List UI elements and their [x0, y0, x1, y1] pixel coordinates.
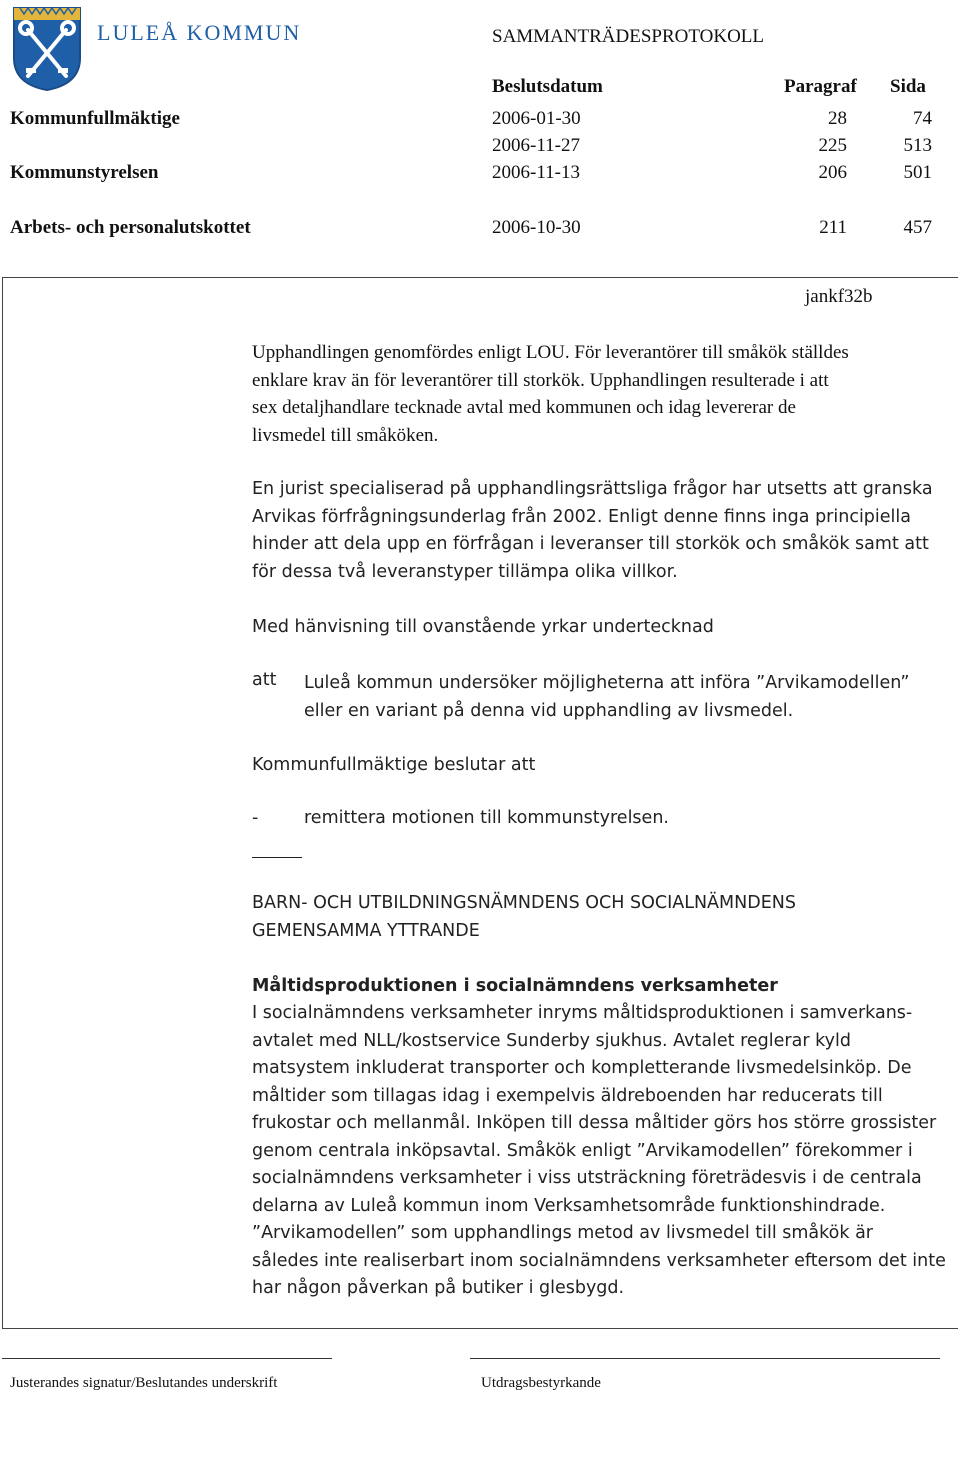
extract-label: Utdragsbestyrkande [481, 1375, 601, 1391]
text-line: för dessa två leveranstyper tillämpa olika villkor. [252, 561, 678, 582]
text-line: sex detaljhandlare tecknade avtal med kommunen och idag levererar de [252, 397, 796, 418]
paragraph-1 [252, 339, 952, 449]
row-page: 457 [903, 217, 932, 238]
text-line: ”Arvikamodellen” som upphandlings metod av livsmedel till småkök är [252, 1223, 873, 1243]
text-line: I socialnämndens verksamheter inryms måltidsproduktionen i samverkans- [252, 1003, 913, 1023]
subheading: Måltidsproduktionen i socialnämndens verksamheter [252, 976, 778, 996]
paragraph-2 [252, 476, 952, 586]
text-line: socialnämndens verksamheter i viss utsträckning företrädesvis i de centrala [252, 1168, 922, 1188]
text-line: enklare krav än för leverantörer till storkök. Upphandlingen resulterade i att [252, 369, 829, 391]
separator-line [252, 857, 302, 858]
text-line: måltider som tillagas idag i exempelvis äldreboenden har reducerats till [252, 1085, 883, 1106]
frame-bottom-border [2, 1328, 958, 1329]
text-line: delarna av Luleå kommun inom Verksamhetsområde funktionshindrade. [252, 1195, 886, 1216]
text-line: livsmedel till småköken. [252, 424, 439, 446]
decision-item: remittera motionen till kommunstyrelsen. [304, 808, 669, 828]
signature-label: Justerandes signatur/Beslutandes underskrift [10, 1375, 278, 1391]
text-line: En jurist specialiserad på upphandlingsrättsliga frågor har utsetts att granska [252, 479, 933, 499]
row-paragraph: 211 [819, 217, 847, 238]
frame-top-border [2, 277, 958, 278]
text-line: har någon påverkan på butiker i glesbygd. [252, 1278, 625, 1298]
row-page: 501 [903, 162, 932, 183]
row-date: 2006-11-13 [492, 162, 580, 183]
paragraph-4 [252, 1000, 952, 1303]
row-paragraph: 28 [828, 108, 847, 129]
text-line: genom centrala inköpsavtal. Småkök enligt ”Arvikamodellen” förekommer i [252, 1140, 913, 1161]
signature-line [2, 1358, 332, 1359]
paragraph-3: Med hänvisning till ovanstående yrkar undertecknad [252, 617, 714, 637]
col-header-page: Sida [890, 76, 926, 97]
text-line: frukostar och mellanmål. Inköpen till dessa måltider görs hos större grossister [252, 1113, 937, 1133]
section-heading [252, 890, 952, 945]
att-label: att [252, 670, 277, 690]
text-line: eller en variant på denna vid upphandling av livsmedel. [304, 700, 794, 721]
row-date: 2006-11-27 [492, 135, 580, 156]
row-page: 513 [903, 135, 932, 156]
row-paragraph: 225 [818, 135, 847, 156]
municipality-coat-of-arms-icon [10, 6, 84, 92]
frame-left-border [2, 277, 3, 1329]
row-paragraph: 206 [818, 162, 847, 183]
dash-label: - [252, 808, 259, 828]
text-line: avtalet med NLL/kostservice Sunderby sjukhus. Avtalet reglerar kyld [252, 1030, 851, 1051]
row-date: 2006-10-30 [492, 217, 581, 238]
text-line: Upphandlingen genomfördes enligt LOU. För leverantörer till småkök ställdes [252, 342, 849, 363]
row-body: Arbets- och personalutskottet [10, 217, 251, 238]
text-line: Luleå kommun undersöker möjligheterna att införa ”Arvikamodellen” [304, 673, 910, 693]
row-page: 74 [913, 108, 932, 129]
reference-code: jankf32b [805, 286, 873, 307]
row-body: Kommunfullmäktige [10, 108, 180, 129]
att-clause [304, 670, 944, 725]
organization-name: LULEÅ KOMMUN [97, 20, 302, 45]
row-body: Kommunstyrelsen [10, 162, 159, 183]
document-type: SAMMANTRÄDESPROTOKOLL [492, 26, 765, 47]
row-date: 2006-01-30 [492, 108, 581, 129]
decision-intro: Kommunfullmäktige beslutar att [252, 755, 536, 775]
text-line: Arvikas förfrågningsunderlag från 2002. Enligt denne finns inga principiella [252, 506, 911, 527]
text-line: således inte realiserbart inom socialnämndens verksamheter eftersom det inte [252, 1250, 946, 1271]
col-header-paragraph: Paragraf [784, 76, 857, 97]
col-header-date: Beslutsdatum [492, 76, 603, 97]
text-line: GEMENSAMMA YTTRANDE [252, 920, 480, 941]
extract-line [470, 1358, 940, 1359]
text-line: matsystem inkluderat transporter och kompletterande livsmedelsinköp. De [252, 1058, 912, 1078]
text-line: hinder att dela upp en förfrågan i leveranser till storkök och småkök samt att [252, 534, 929, 554]
text-line: BARN- OCH UTBILDNINGSNÄMNDENS OCH SOCIALNÄMNDENS [252, 893, 796, 913]
